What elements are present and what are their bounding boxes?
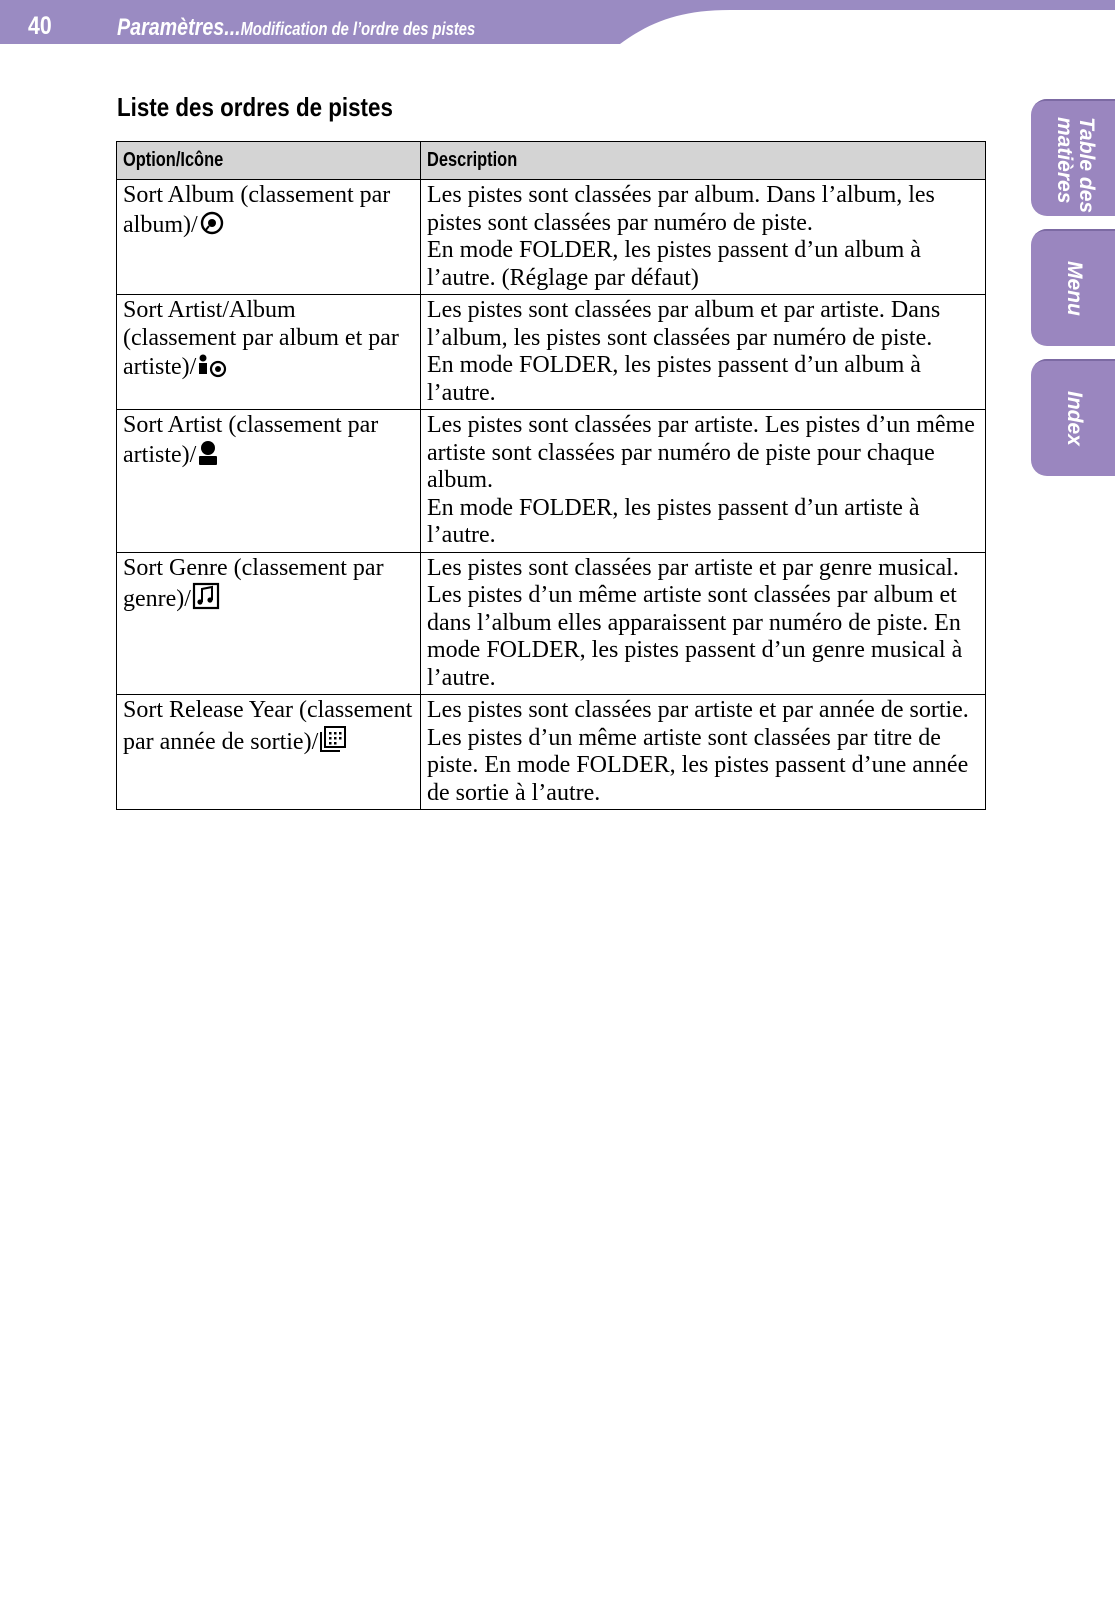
table-row bbox=[117, 295, 986, 410]
option-label: Sort Release Year (classement par année de sortie)/ bbox=[123, 697, 413, 755]
option-cell bbox=[117, 552, 421, 695]
option-cell bbox=[117, 695, 421, 810]
description-cell: Les pistes sont classées par artiste et par genre musical. Les pistes d’un même artiste sont classées par album et dans l’album elles apparaissent par numéro de piste. En mode FOLDER, les pistes passent d’un genre musical à l’autre. bbox=[421, 552, 986, 695]
option-label: Sort Genre (classement par genre)/ bbox=[123, 554, 384, 612]
tab-menu[interactable] bbox=[1031, 229, 1115, 346]
breadcrumb bbox=[117, 14, 475, 42]
tab-index-label: Index bbox=[1063, 391, 1086, 446]
column-header-description: Description bbox=[421, 142, 986, 180]
description-cell: Les pistes sont classées par artiste et par année de sortie. Les pistes d’un même artiste sont classées par titre de piste. En mode FOLDER, les pistes passent d’une année de sortie à l’autre. bbox=[421, 695, 986, 810]
option-cell bbox=[117, 295, 421, 410]
release-year-icon bbox=[319, 725, 347, 753]
column-header-option: Option/Icône bbox=[117, 142, 421, 180]
option-label: Sort Album (classement par album)/ bbox=[123, 182, 391, 238]
artist-icon bbox=[197, 440, 219, 466]
option-label: Sort Artist/Album (classement par album et par artiste)/ bbox=[123, 297, 399, 380]
section-title: Liste des ordres de pistes bbox=[117, 92, 393, 122]
table-row bbox=[117, 552, 986, 695]
album-icon bbox=[199, 210, 225, 236]
tab-menu-label: Menu bbox=[1063, 261, 1086, 316]
table-header-row bbox=[117, 142, 986, 180]
option-cell bbox=[117, 180, 421, 295]
breadcrumb-section: Paramètres... bbox=[117, 14, 241, 41]
table-row bbox=[117, 410, 986, 553]
genre-icon bbox=[192, 582, 220, 610]
artist-album-icon bbox=[197, 352, 227, 378]
page-number: 40 bbox=[28, 12, 52, 40]
description-cell: Les pistes sont classées par album et par artiste. Dans l’album, les pistes sont classées par numéro de piste. En mode FOLDER, les pistes passent d’un album à l’autre. bbox=[421, 295, 986, 410]
tab-index[interactable] bbox=[1031, 359, 1115, 476]
option-cell bbox=[117, 410, 421, 553]
tab-table-of-contents[interactable] bbox=[1031, 99, 1115, 216]
breadcrumb-subsection: Modification de l’ordre des pistes bbox=[240, 19, 476, 39]
description-cell: Les pistes sont classées par artiste. Les pistes d’un même artiste sont classées par numéro de piste pour chaque album. En mode FOLDER, les pistes passent d’un artiste à l’autre. bbox=[421, 410, 986, 553]
option-label: Sort Artist (classement par artiste)/ bbox=[123, 412, 379, 468]
table-row bbox=[117, 180, 986, 295]
description-cell: Les pistes sont classées par album. Dans l’album, les pistes sont classées par numéro de piste. En mode FOLDER, les pistes passent d’un album à l’autre. (Réglage par défaut) bbox=[421, 180, 986, 295]
table-row bbox=[117, 695, 986, 810]
tab-table-of-contents-label-2: matières bbox=[1053, 117, 1076, 204]
track-order-table bbox=[116, 141, 986, 810]
tab-table-of-contents-label-1: Table des bbox=[1075, 117, 1098, 214]
